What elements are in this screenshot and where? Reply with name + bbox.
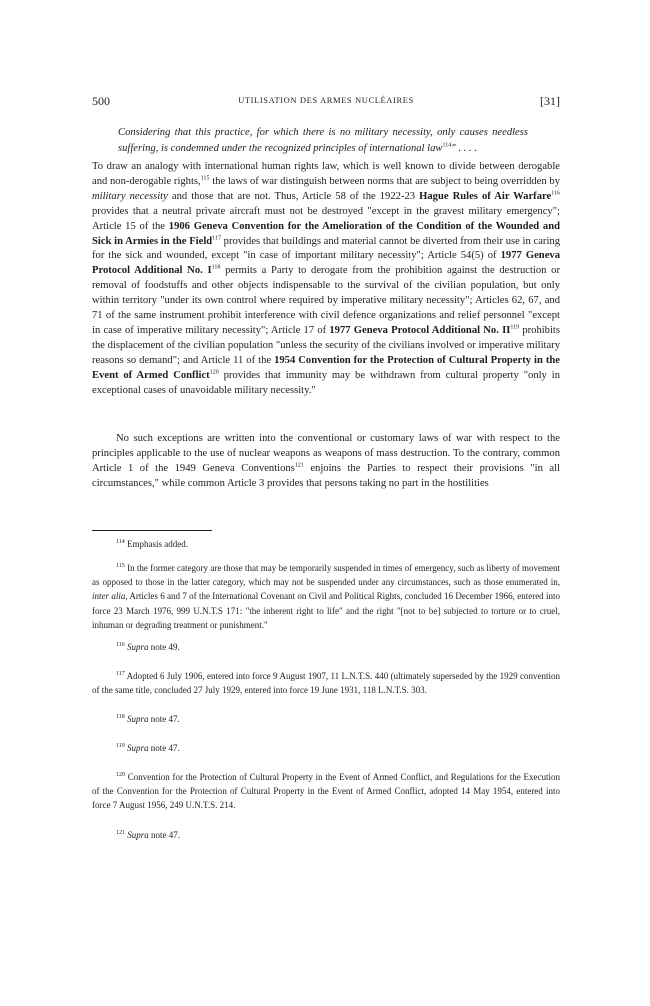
footnote-text: Emphasis added. xyxy=(127,539,189,549)
instrument-title: 1977 Geneva Protocol Additional No. II xyxy=(329,324,511,336)
instrument-title: 1977 Geneva Protocol Additional No. I xyxy=(92,250,560,277)
instrument-title: 1906 Geneva Convention for the Amelioration of the Condition of the Wounded and Sick in Armies in the Field xyxy=(92,220,560,247)
p2-text: No such exceptions are written into the conventional or customary laws of war with respect to the principles applicable to the use of nuclear weapons as weapons of mass destruction. To the contrary, common Article 1 of the 1949 Geneva Conventions xyxy=(92,433,560,474)
footnote-number: 117 xyxy=(116,671,125,677)
quote-text-1: Considering that this practice, xyxy=(118,127,257,138)
running-title: UTILISATION DES ARMES NUCLÉAIRES xyxy=(238,95,414,105)
footnote-number: 115 xyxy=(116,563,125,569)
footnote-text: note 47. xyxy=(148,830,181,840)
body-paragraph-2 xyxy=(92,432,560,492)
p1-text: and those that are not. Thus, Article 58 of the 1922-23 xyxy=(167,190,420,202)
p1-text: prohibits the displacement of the civilian population "unless the security of the civilians involved or imperative military reasons so demand"; and Article 11 of the xyxy=(92,324,560,366)
quote-text-2: , only causes needless suffering, is condemned under the recognized principles of international law xyxy=(118,127,529,154)
p1-italic: military necessity xyxy=(92,190,168,202)
footnote-ref-115[interactable]: 115 xyxy=(200,175,210,182)
footnote-121 xyxy=(92,828,560,842)
footnote-number: 120 xyxy=(116,772,125,778)
footnote-text: Adopted 6 July 1906, entered into force 9 August 1907, 11 L.N.T.S. 440 (ultimately superseded by the 1929 convention of the same title, concluded 27 July 1929, entered into force 19 June 1931, 118 L.N.T.S. 303. xyxy=(92,671,560,696)
p1-text: permits a Party to derogate from the prohibition against the destruction or removal of foodstuffs and other objects indispensable to the survival of the civilian population, but only within territory "under its own control where required by imperative military necessity"; Articles 62, 67, and 71 of the same instrument prohibit interference with civil defence organizations and relief personnel "except in case of imperative military necessity"; Article 17 of xyxy=(92,265,560,336)
page-number: 500 xyxy=(92,94,110,108)
instrument-title: Hague Rules of Air Warfare xyxy=(419,190,552,202)
body-paragraph-1 xyxy=(92,160,560,399)
footnote-separator xyxy=(92,530,212,531)
footnote-ref-121[interactable]: 121 xyxy=(294,462,304,469)
footnote-text: note 49. xyxy=(148,642,180,652)
footnote-number: 119 xyxy=(116,743,125,749)
footnote-117 xyxy=(92,669,560,697)
footnote-italic: Supra xyxy=(127,830,149,840)
footnote-italic: Supra xyxy=(127,743,149,753)
footnote-text: Convention for the Protection of Cultural Property in the Event of Armed Conflict, and Regulations for the Execution of the Convention for the Protection of Cultural Property in the Event of Armed Conflict, adopted 14 May 1954, entered into force 7 August 1956, 249 U.N.T.S. 214. xyxy=(92,772,561,811)
footnote-ref-114[interactable]: 114 xyxy=(442,141,452,148)
footnote-115 xyxy=(92,561,560,632)
footnote-116 xyxy=(92,640,560,654)
quote-emphasis: for which there is no military necessity xyxy=(256,127,431,138)
block-quote xyxy=(118,125,528,156)
footnote-italic: Supra xyxy=(127,714,149,724)
p1-text: the laws of war distinguish between norms that are subject to being overridden by xyxy=(209,175,560,187)
footnote-ref-117[interactable]: 117 xyxy=(212,235,221,241)
footnote-text: note 47. xyxy=(148,743,180,753)
footnote-number: 116 xyxy=(116,642,125,648)
footnote-ref-116[interactable]: 116 xyxy=(551,190,561,197)
p1-text: To draw an analogy with international human rights law, which is well known to divide between derogable and non-derogable rights, xyxy=(92,161,560,187)
footnote-number: 121 xyxy=(116,830,125,836)
p1-text: provides that a neutral private aircraft must not be destroyed "except in the gravest military emergency"; Article 15 of the xyxy=(92,205,560,232)
section-number: [31] xyxy=(540,94,560,108)
footnote-ref-118[interactable]: 118 xyxy=(211,264,221,271)
instrument-title: 1954 Convention for the Protection of Cultural Property in the Event of Armed Conflict xyxy=(92,354,560,381)
p2-text: enjoins the Parties to respect their provisions "in all circumstances," while common Article 3 provides that persons taking no part in the hostilities xyxy=(92,462,560,489)
footnote-118 xyxy=(92,712,560,726)
footnote-120 xyxy=(92,770,560,813)
p1-text: provides that buildings and material cannot be diverted from their use in caring for the sick and wounded, except "in case of important military necessity"; Article 54(5) of xyxy=(92,235,560,262)
footnote-119 xyxy=(92,741,560,755)
footnote-ref-120[interactable]: 120 xyxy=(209,369,219,376)
footnote-text: In the former category are those that may be temporarily suspended in times of emergency, such as liberty of movement as opposed to those in the latter category, which may not be suspended under any circumstances, such as those enumerated in, xyxy=(92,563,561,588)
footnote-text: note 47. xyxy=(148,714,180,724)
footnote-114 xyxy=(92,537,560,551)
running-header xyxy=(92,94,560,110)
footnote-number: 118 xyxy=(116,714,125,720)
p1-text: provides that immunity may be withdrawn from cultural property "only in exceptional cases of unavoidable military necessity." xyxy=(92,369,560,396)
footnote-number: 114 xyxy=(116,539,125,545)
footnote-italic: Supra xyxy=(127,642,149,652)
footnote-text: , Articles 6 and 7 of the International Covenant on Civil and Political Rights, concluded 16 December 1966, entered into force 23 March 1976, 999 U.N.T.S 171: "the inherent right to life" and the right "[not to be] subjected to torture or to cruel, inhuman or degrading treatment or punishment." xyxy=(92,591,561,630)
footnote-ref-119[interactable]: 119 xyxy=(510,324,520,331)
footnote-italic: inter alia xyxy=(92,591,126,602)
quote-text-3: " . . . . xyxy=(451,142,477,154)
